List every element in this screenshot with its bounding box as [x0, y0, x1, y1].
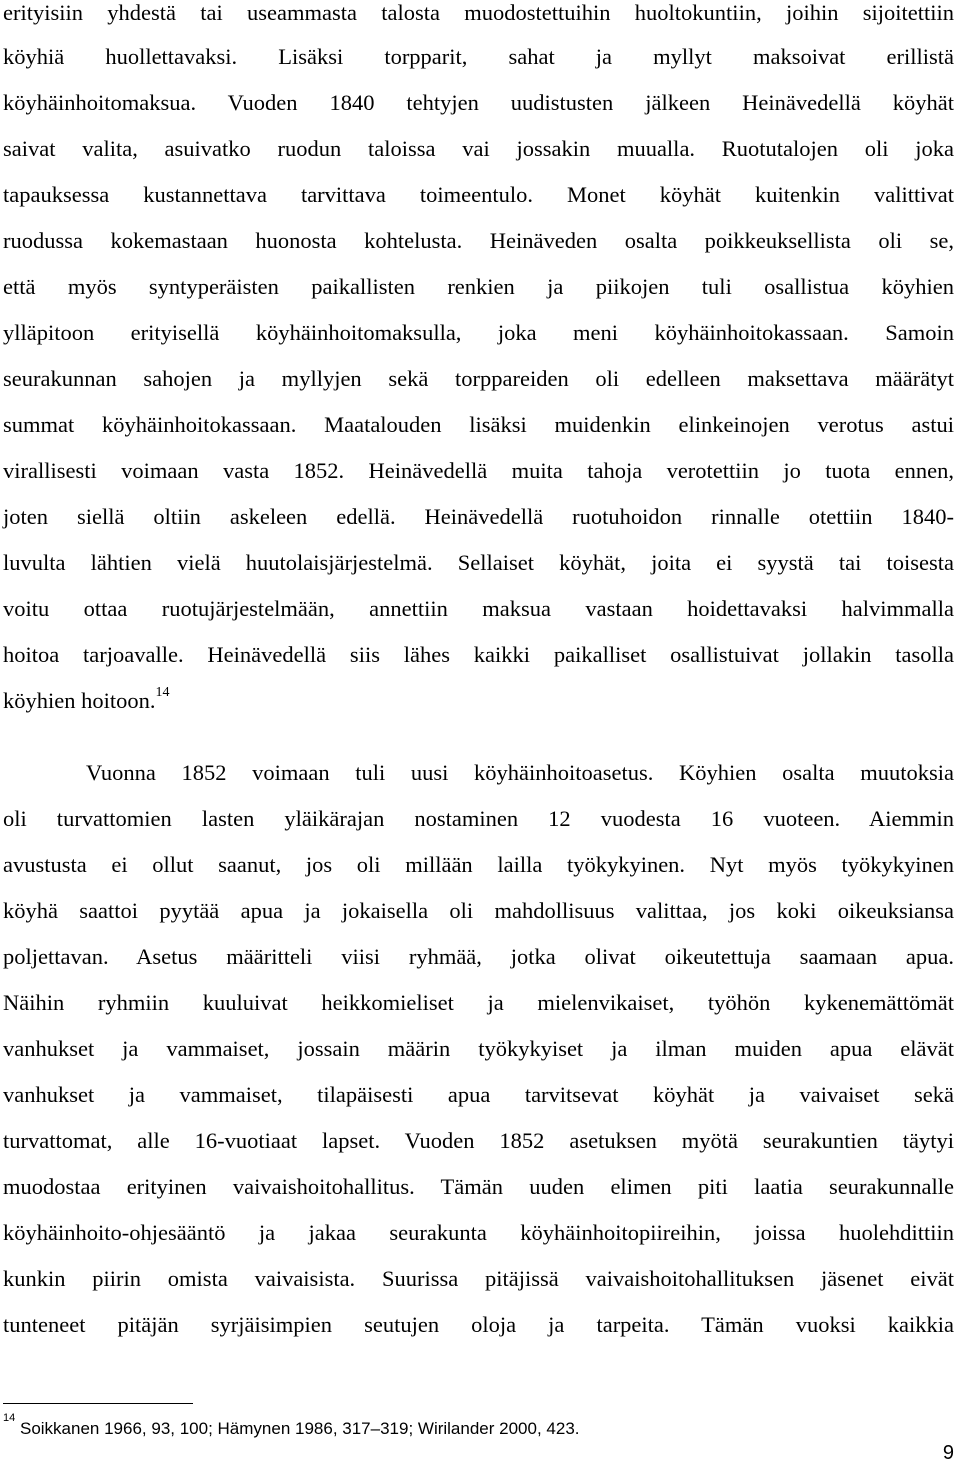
page-number: 9	[942, 1442, 954, 1464]
footnote-number: 14	[3, 1412, 16, 1425]
paragraph-1-line-5: tapauksessa kustannettava tarvittava toimeentulo. Monet köyhät kuitenkin valittivat	[3, 182, 954, 207]
paragraph-1-line-4: saivat valita, asuivatko ruodun taloissa vai jossakin muualla. Ruotutalojen oli joka	[3, 136, 954, 161]
paragraph-2-line-1: Vuonna 1852 voimaan tuli uusi köyhäinhoitoasetus. Köyhien osalta muutoksia	[86, 760, 954, 785]
paragraph-1-line-6: ruodussa kokemastaan huonosta kohtelusta. Heinäveden osalta poikkeuksellista oli se,	[3, 228, 954, 253]
footnote-reference[interactable]: 14	[155, 684, 170, 700]
paragraph-2-line-9: turvattomat, alle 16-vuotiaat lapset. Vuoden 1852 asetuksen myötä seurakuntien täytyi	[3, 1128, 954, 1153]
paragraph-1-line-7: että myös syntyperäisten paikallisten renkien ja piikojen tuli osallistua köyhien	[3, 274, 954, 299]
paragraph-2-line-12: kunkin piirin omista vaivaisista. Suurissa pitäjissä vaivaishoitohallituksen jäsenet eivät	[3, 1266, 954, 1291]
paragraph-1-line-1: erityisiin yhdestä tai useammasta talosta muodostettuihin huoltokuntiin, joihin sijoitettiin	[3, 0, 954, 25]
paragraph-1-line-12: joten siellä oltiin askeleen edellä. Heinävedellä ruotuhoidon rinnalle otettiin 1840-	[3, 504, 954, 529]
paragraph-1-line-8: ylläpitoon erityisellä köyhäinhoitomaksulla, joka meni köyhäinhoitokassaan. Samoin	[3, 320, 954, 345]
paragraph-1-line-13: luvulta lähtien vielä huutolaisjärjestelmä. Sellaiset köyhät, joita ei syystä tai toisesta	[3, 550, 954, 575]
paragraph-1-last-line-text: köyhien hoitoon.	[3, 688, 156, 713]
footnote	[3, 1412, 580, 1440]
paragraph-2-line-7: vanhukset ja vammaiset, jossain määrin työkykyiset ja ilman muiden apua elävät	[3, 1036, 954, 1061]
footnote-separator	[3, 1403, 193, 1404]
paragraph-1-line-14: voitu ottaa ruotujärjestelmään, annettiin maksua vastaan hoidettavaksi halvimmalla	[3, 596, 954, 621]
paragraph-1-line-9: seurakunnan sahojen ja myllyjen sekä torppareiden oli edelleen maksettava määrätyt	[3, 366, 954, 391]
paragraph-2-line-8: vanhukset ja vammaiset, tilapäisesti apua tarvitsevat köyhät ja vaivaiset sekä	[3, 1082, 954, 1107]
paragraph-1-line-11: virallisesti voimaan vasta 1852. Heinävedellä muita tahoja verotettiin jo tuota ennen,	[3, 458, 954, 483]
paragraph-2-line-5: poljettavan. Asetus määritteli viisi ryhmää, jotka olivat oikeutettuja saamaan apua.	[3, 944, 954, 969]
paragraph-2-line-13: tunteneet pitäjän syrjäisimpien seutujen oloja ja tarpeita. Tämän vuoksi kaikkia	[3, 1312, 954, 1337]
paragraph-2-line-10: muodostaa erityinen vaivaishoitohallitus. Tämän uuden elimen piti laatia seurakunnalle	[3, 1174, 954, 1199]
paragraph-1-line-2: köyhiä huollettavaksi. Lisäksi torpparit, sahat ja myllyt maksoivat erillistä	[3, 44, 954, 69]
paragraph-1-last-line	[3, 684, 954, 714]
paragraph-2-line-11: köyhäinhoito-ohjesääntö ja jakaa seurakunta köyhäinhoitopiireihin, joissa huolehdittiin	[3, 1220, 954, 1245]
paragraph-1-line-3: köyhäinhoitomaksua. Vuoden 1840 tehtyjen uudistusten jälkeen Heinävedellä köyhät	[3, 90, 954, 115]
paragraph-2-line-2: oli turvattomien lasten yläikärajan nostaminen 12 vuodesta 16 vuoteen. Aiemmin	[3, 806, 954, 831]
paragraph-2-line-4: köyhä saattoi pyytää apua ja jokaisella oli mahdollisuus valittaa, jos koki oikeuksiansa	[3, 898, 954, 923]
paragraph-1-line-10: summat köyhäinhoitokassaan. Maatalouden lisäksi muidenkin elinkeinojen verotus astui	[3, 412, 954, 437]
footnote-text: Soikkanen 1966, 93, 100; Hämynen 1986, 317–319; Wirilander 2000, 423.	[19, 1419, 580, 1438]
paragraph-2-line-6: Näihin ryhmiin kuuluivat heikkomieliset ja mielenvikaiset, työhön kykenemättömät	[3, 990, 954, 1015]
paragraph-1-line-15: hoitoa tarjoavalle. Heinävedellä siis lähes kaikki paikalliset osallistuivat jollakin tasolla	[3, 642, 954, 667]
paragraph-2-line-3: avustusta ei ollut saanut, jos oli millään lailla työkykyinen. Nyt myös työkykyinen	[3, 852, 954, 877]
